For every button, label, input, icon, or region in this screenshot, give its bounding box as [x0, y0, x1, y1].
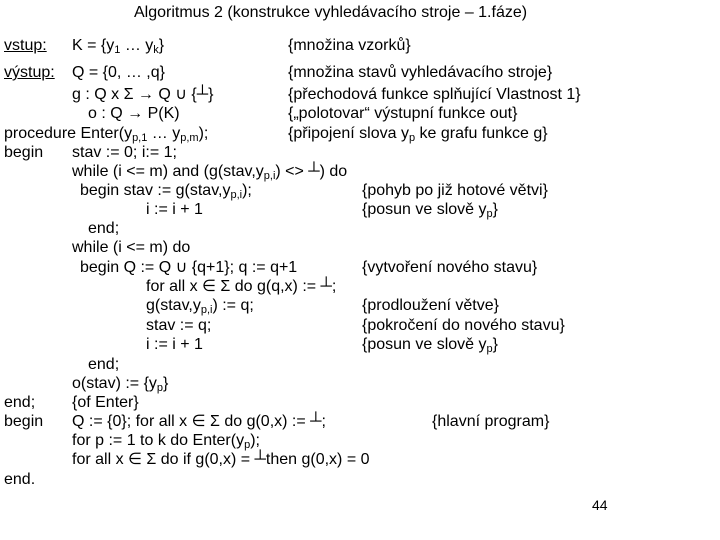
g-comment: {přechodová funkce splňující Vlastnost 1} [288, 86, 581, 103]
forall-1: for all x ∈ Σ do g(q,x) := ┴; [146, 278, 337, 295]
main-program-comment: {hlavní program} [432, 413, 550, 430]
procedure-comment [288, 124, 548, 143]
subscript: 1 [114, 44, 121, 56]
text-part: K = {y [72, 37, 115, 54]
text-part: } [158, 37, 165, 54]
text-part: … y [120, 37, 154, 54]
begin-keyword: begin [4, 144, 44, 161]
text-part: … y [147, 125, 181, 142]
text-part: } [492, 201, 498, 218]
increment-2-comment [362, 335, 498, 354]
branch-move-comment: {pohyb po již hotové větvi} [362, 182, 548, 199]
subscript: p [408, 132, 416, 144]
end-3: end; [4, 394, 36, 411]
text-part: ); [198, 125, 209, 142]
increment-1: i := i + 1 [146, 201, 203, 218]
subscript: p,1 [132, 132, 148, 144]
text-part: for p := 1 to k do Enter(y [72, 432, 245, 449]
subscript: p [486, 343, 493, 355]
text-part: {připojení slova y [288, 125, 409, 142]
branch-extend-comment: {prodloužení větve} [362, 297, 499, 314]
subscript: p,m [180, 132, 199, 144]
text-part: ) <> ┴) do [275, 163, 348, 180]
text-part: g(stav,y [146, 297, 201, 314]
begin-main-keyword: begin [4, 413, 44, 430]
g-definition: g : Q x Σ → Q ∪ {┴} [72, 86, 214, 103]
for-p-loop [72, 431, 260, 450]
text-part: ); [250, 432, 260, 449]
page-number: 44 [592, 497, 608, 513]
increment-1-comment [362, 200, 498, 219]
new-state-comment: {vytvoření nového stavu} [362, 259, 538, 276]
text-part: ) := q; [212, 297, 254, 314]
stav-assign-comment: {pokročení do nového stavu} [362, 317, 565, 334]
main-init: Q := {0}; for all x ∈ Σ do g(0,x) := ┴; [72, 413, 326, 430]
text-part: procedure Enter(y [4, 125, 133, 142]
begin-inner-2: begin Q := Q ∪ {q+1}; q := q+1 [80, 259, 298, 276]
text-part: o(stav) := {y [72, 375, 157, 392]
g-assign [146, 296, 254, 315]
end-final: end. [4, 471, 36, 488]
init-statement: stav := 0; i:= 1; [72, 144, 177, 161]
while-loop-2: while (i <= m) do [72, 239, 191, 256]
while-loop-1 [72, 162, 347, 181]
output-label: výstup: [4, 64, 55, 81]
o-definition: o : Q → P(K) [88, 105, 180, 122]
input-comment: {množina vzorků} [288, 37, 411, 54]
text-part: } [163, 375, 169, 392]
forall-2: for all x ∈ Σ do if g(0,x) = ┴then g(0,x) = 0 [72, 451, 370, 468]
output-q: Q = {0, … ,q} [72, 64, 165, 81]
subscript: k [153, 44, 159, 56]
subscript: p [156, 382, 164, 394]
text-part: {posun ve slově y [362, 336, 487, 353]
subscript: p [486, 208, 493, 220]
procedure-header [4, 124, 208, 143]
o-comment: {„polotovar“ výstupní funkce out} [288, 105, 518, 122]
of-enter-comment: {of Enter} [72, 394, 139, 411]
o-stav-assign [72, 374, 168, 393]
subscript: p,i [200, 304, 213, 316]
text-part: begin stav := g(stav,y [80, 182, 231, 199]
input-label: vstup: [4, 37, 47, 54]
text-part: ke grafu funkce g} [415, 125, 548, 142]
output-q-comment: {množina stavů vyhledávacího stroje} [288, 64, 553, 81]
end-1: end; [88, 220, 120, 237]
input-definition [72, 36, 164, 55]
slide-title: Algoritmus 2 (konstrukce vyhledávacího stroje – 1.fáze) [134, 4, 528, 21]
subscript: p,i [230, 189, 243, 201]
end-2: end; [88, 356, 120, 373]
text-part: ); [242, 182, 252, 199]
text-part: {posun ve slově y [362, 201, 487, 218]
text-part: } [492, 336, 498, 353]
begin-inner-1 [80, 181, 252, 200]
increment-2: i := i + 1 [146, 336, 203, 353]
subscript: p [244, 439, 251, 451]
text-part: while (i <= m) and (g(stav,y [72, 163, 264, 180]
stav-assign: stav := q; [146, 317, 212, 334]
subscript: p,i [263, 170, 276, 182]
